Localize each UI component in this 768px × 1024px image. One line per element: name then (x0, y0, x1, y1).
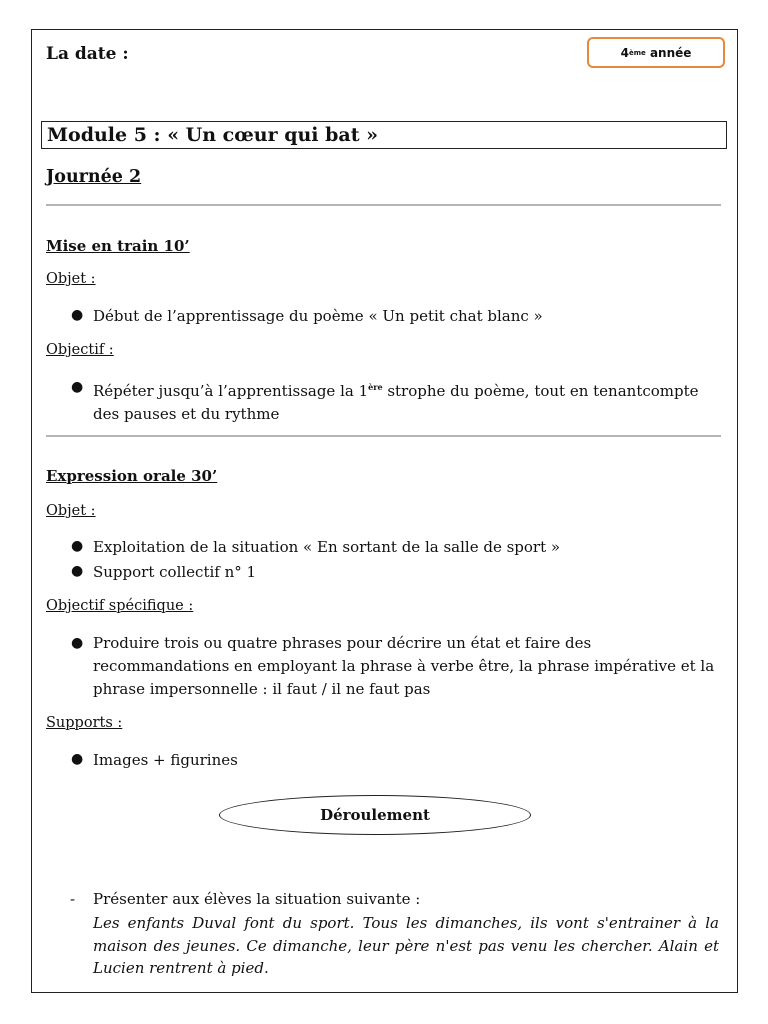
situation-text: Les enfants Duval font du sport. Tous les dimanches, ils vont s'entrainer à la maison des jeunes. Ce dimanche, leur père n'est pas venu les chercher. Alain et Lucien rentrent à pied. (93, 914, 719, 977)
grade-number: 4 (620, 45, 629, 60)
objet-label: Objet : (46, 503, 96, 519)
bullet-icon: ● (71, 538, 84, 554)
objectif-text-line2: des pauses et du rythme (93, 405, 280, 423)
supports-item: Images + figurines (93, 751, 238, 769)
list-item (71, 307, 543, 325)
dash-marker: - (70, 890, 76, 908)
instruction-text: Présenter aux élèves la situation suivante : (93, 890, 421, 908)
objectif-text-sup: ère (368, 382, 383, 392)
objectif-text-start: Répéter jusqu’à l’apprentissage la 1 (93, 382, 369, 400)
list-item (71, 751, 238, 769)
objectif-text-end: strophe du poème, tout en tenantcompte (382, 382, 699, 400)
list-item (71, 563, 257, 581)
bullet-icon: ● (71, 379, 84, 395)
objectif-paragraph (71, 632, 723, 701)
bullet-icon: ● (71, 635, 84, 651)
grade-badge (587, 37, 725, 68)
objet-item: Début de l’apprentissage du poème « Un petit chat blanc » (93, 307, 543, 325)
objectif-paragraph (71, 376, 723, 426)
divider (46, 435, 721, 437)
deroulement-title (219, 795, 531, 835)
objectif-line: phrase impersonnelle : il faut / il ne faut pas (93, 680, 431, 698)
day-title: Journée 2 (46, 167, 142, 187)
objectif-label: Objectif : (46, 342, 114, 358)
expression-orale-heading: Expression orale 30’ (46, 467, 218, 485)
deroulement-label: Déroulement (320, 806, 430, 824)
objet-label: Objet : (46, 271, 96, 287)
objet-item: Support collectif n° 1 (93, 563, 257, 581)
date-label: La date : (46, 44, 129, 64)
divider (46, 204, 721, 206)
bullet-icon: ● (71, 751, 84, 767)
list-item (71, 538, 561, 556)
grade-word: année (649, 45, 692, 60)
bullet-icon: ● (71, 307, 84, 323)
supports-label: Supports : (46, 715, 123, 731)
module-title: Module 5 : « Un cœur qui bat » (41, 121, 727, 149)
objet-item: Exploitation de la situation « En sortant de la salle de sport » (93, 538, 561, 556)
objectif-line: recommandations en employant la phrase à verbe être, la phrase impérative et la (93, 657, 715, 675)
bullet-icon: ● (71, 563, 84, 579)
objectif-specifique-label: Objectif spécifique : (46, 598, 194, 614)
objectif-line: Produire trois ou quatre phrases pour décrire un état et faire des (93, 634, 592, 652)
mise-en-train-heading: Mise en train 10’ (46, 237, 190, 255)
grade-suffix: ème (628, 48, 646, 57)
